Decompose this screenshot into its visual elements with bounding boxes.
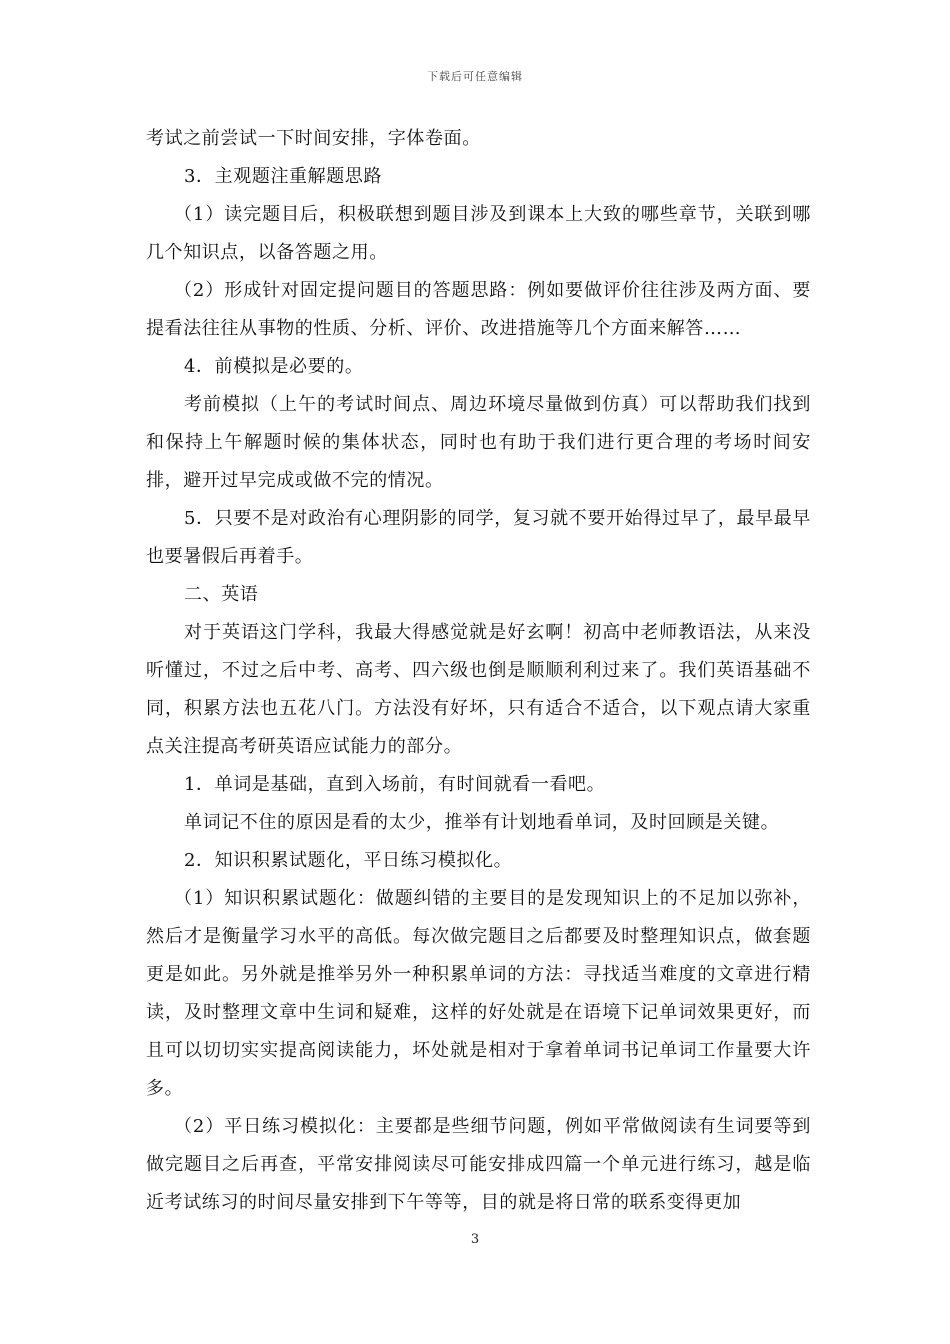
paragraph: （1）读完题目后，积极联想到题目涉及到课本上大致的哪些章节，关联到哪几个知识点，以备答题之用。	[146, 204, 811, 263]
section-heading: 2．知识积累试题化，平日练习模拟化。	[184, 850, 513, 871]
paragraph: 考试之前尝试一下时间安排，字体卷面。	[146, 128, 481, 149]
paragraph: 单词记不住的原因是看的太少，推举有计划地看单词，及时回顾是关键。	[184, 812, 780, 833]
section-heading: 4．前模拟是必要的。	[184, 356, 364, 377]
paragraph: 5．只要不是对政治有心理阴影的同学，复习就不要开始得过早了，最早最早也要暑假后再着手。	[146, 508, 811, 567]
section-heading: 3．主观题注重解题思路	[184, 166, 383, 187]
section-heading: 1．单词是基础，直到入场前，有时间就看一看吧。	[184, 774, 606, 795]
chapter-heading: 二、英语	[184, 584, 259, 605]
paragraph: （2）平日练习模拟化：主要都是些细节问题，例如平常做阅读有生词要等到做完题目之后再查，平常安排阅读尽可能安排成四篇一个单元进行练习，越是临近考试练习的时间尽量安排到下午等等，目的就是将日常的联系变得更加	[146, 1116, 811, 1213]
paragraph: 对于英语这门学科，我最大得感觉就是好玄啊！初高中老师教语法，从来没听懂过，不过之后中考、高考、四六级也倒是顺顺利利过来了。我们英语基础不同，积累方法也五花八门。方法没有好坏，只有适合不适合，以下观点请大家重点关注提高考研英语应试能力的部分。	[146, 622, 811, 757]
page-header-note: 下载后可任意编辑	[427, 70, 523, 83]
page-number: 3	[470, 1232, 480, 1247]
document-body	[146, 120, 811, 1222]
paragraph: 考前模拟（上午的考试时间点、周边环境尽量做到仿真）可以帮助我们找到和保持上午解题时候的集体状态，同时也有助于我们进行更合理的考场时间安排，避开过早完成或做不完的情况。	[146, 394, 811, 491]
paragraph: （2）形成针对固定提问题目的答题思路：例如要做评价往往涉及两方面、要提看法往往从事物的性质、分析、评价、改进措施等几个方面来解答……	[146, 280, 811, 339]
paragraph: （1）知识积累试题化：做题纠错的主要目的是发现知识上的不足加以弥补，然后才是衡量学习水平的高低。每次做完题目之后都要及时整理知识点，做套题更是如此。另外就是推举另外一种积累单词的方法：寻找适当难度的文章进行精读，及时整理文章中生词和疑难，这样的好处就是在语境下记单词效果更好，而且可以切切实实提高阅读能力，坏处就是相对于拿着单词书记单词工作量要大许多。	[146, 888, 811, 1099]
